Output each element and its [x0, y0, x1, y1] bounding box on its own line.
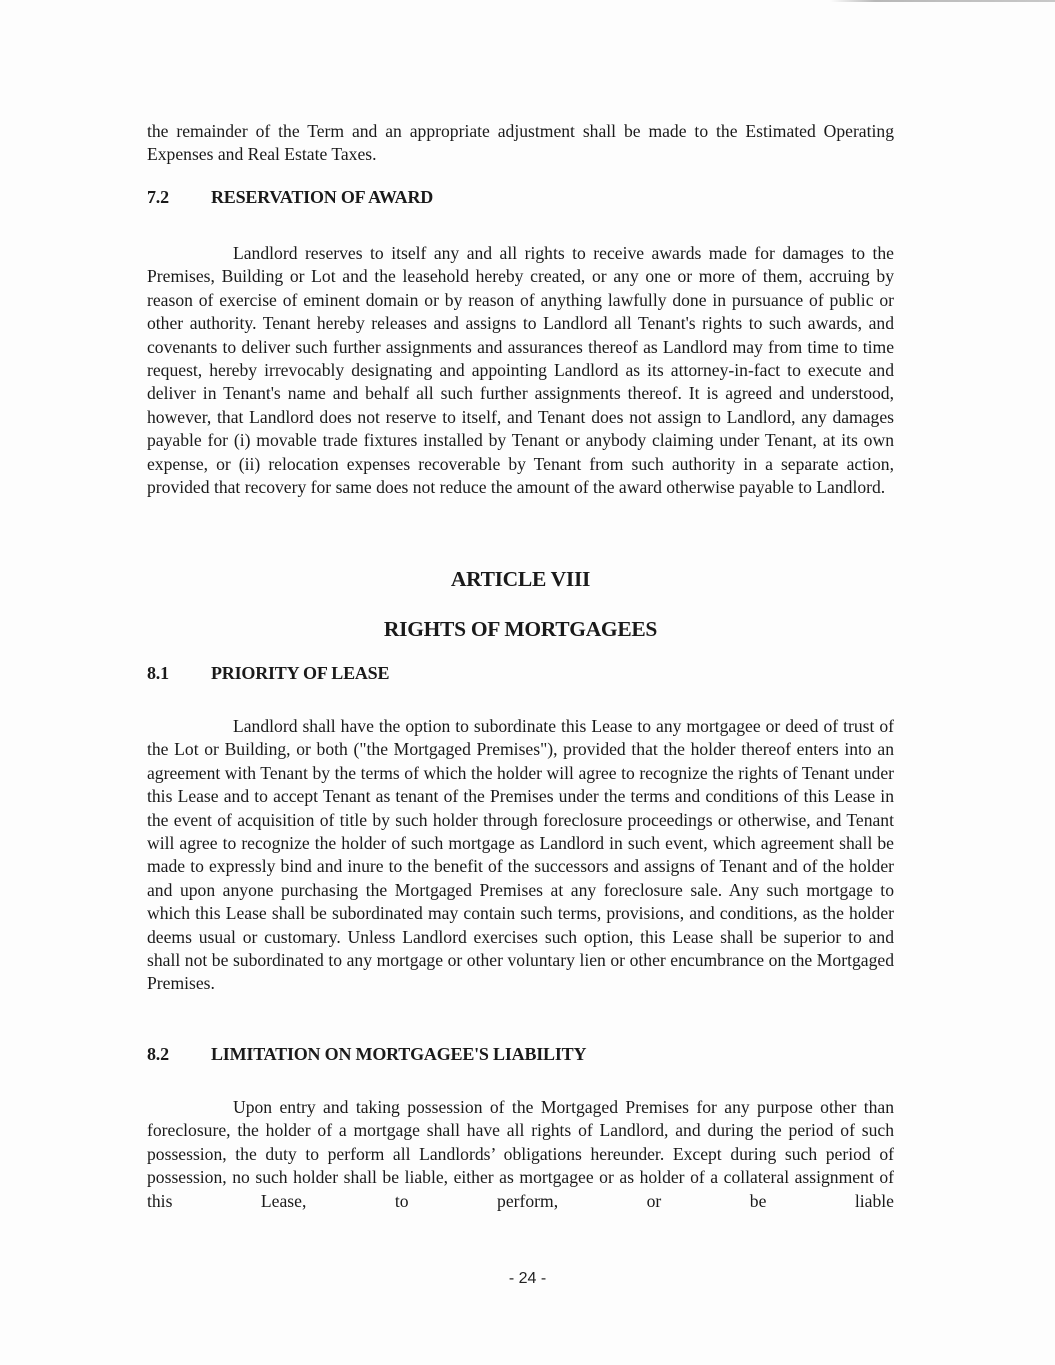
section-number: 7.2: [147, 187, 169, 207]
section-number: 8.2: [147, 1044, 169, 1064]
section-heading-8-1: [147, 663, 389, 684]
section-paragraph: Landlord reserves to itself any and all rights to receive awards made for damages to the Premises, Building or Lot and the leasehold hereby created, or any one or more of them, accruing by reason of exercise of eminent domain or by reason of anything lawfully done in pursuance of public or other authority. Tenant hereby releases and assigns to Landlord all Tenant's rights to such awards, and covenants to deliver such further assignments and assurances thereof as Landlord may from time to time request, hereby irrevocably designating and appointing Landlord as its attorney-in-fact to execute and deliver in Tenant's name and behalf all such further assignments thereof. It is agreed and understood, however, that Landlord does not reserve to itself, and Tenant does not assign to Landlord, any damages payable for (i) movable trade fixtures installed by Tenant or anybody claiming under Tenant, at its own expense, or (ii) relocation expenses recoverable by Tenant from such authority in a separate action, provided that recovery for same does not reduce the amount of the award otherwise payable to Landlord.: [147, 243, 894, 498]
section-heading-7-2: [147, 187, 433, 208]
continuation-paragraph-block: [147, 120, 894, 167]
section-8-2-body: [147, 1096, 894, 1213]
scan-edge-artifact: [830, 0, 1055, 2]
section-paragraph: Landlord shall have the option to subordinate this Lease to any mortgagee or deed of trust of the Lot or Building, or both ("the Mortgaged Premises"), provided that the holder thereof enters into an agreement with Tenant by the terms of which the holder will agree to recognize the rights of Tenant under this Lease and to accept Tenant as tenant of the Premises under the terms and conditions of this Lease in the event of acquisition of title by such holder through foreclosure proceedings or otherwise, and Tenant will agree to recognize the holder of such mortgage as Landlord in such event, which agreement shall be made to expressly bind and inure to the benefit of the successors and assigns of Tenant and of the holder and upon anyone purchasing the Mortgaged Premises at any foreclosure sale. Any such mortgage to which this Lease shall be subordinated may contain such terms, provisions, and conditions, as the holder deems usual or customary. Unless Landlord exercises such option, this Lease shall be superior to and shall not be subordinated to any mortgage or other voluntary lien or other encumbrance on the Mortgaged Premises.: [147, 716, 894, 994]
section-number: 8.1: [147, 663, 169, 683]
section-title: PRIORITY OF LEASE: [211, 663, 390, 683]
section-8-1-body: [147, 715, 894, 996]
page-number: - 24 -: [508, 1270, 547, 1287]
section-title: LIMITATION ON MORTGAGEE'S LIABILITY: [211, 1044, 587, 1064]
section-title: RESERVATION OF AWARD: [211, 187, 434, 207]
continuation-paragraph: the remainder of the Term and an appropriate adjustment shall be made to the Estimated Operating Expenses and Real Estate Taxes.: [147, 121, 894, 165]
article-number-heading: ARTICLE VIII: [450, 567, 591, 591]
section-7-2-body: [147, 242, 894, 499]
section-paragraph: Upon entry and taking possession of the Mortgaged Premises for any purpose other than foreclosure, the holder of a mortgage shall have all rights of Landlord, and during the period of such possession, the duty to perform all Landlords’ obligations hereunder. Except during such period of possession, no such holder shall be liable, either as mortgagee or as holder of a collateral assignment of this Lease, to perform, or be liable: [147, 1097, 894, 1211]
section-heading-8-2: [147, 1044, 586, 1065]
article-title-heading: RIGHTS OF MORTGAGEES: [383, 617, 658, 641]
